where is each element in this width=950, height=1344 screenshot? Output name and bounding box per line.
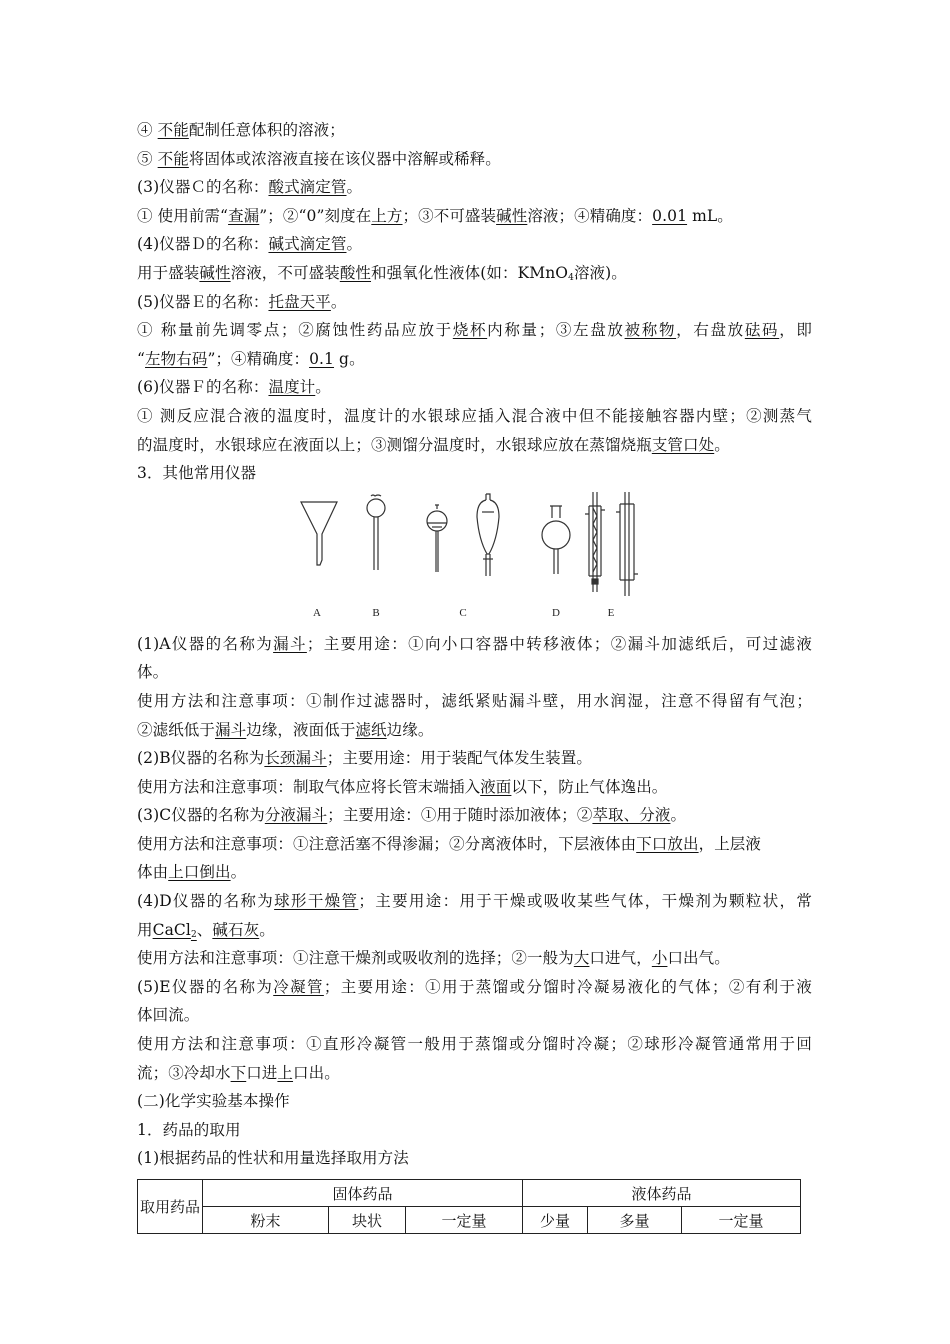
text-line [137, 259, 812, 288]
text-span: 使用方法和注意事项：①注意干燥剂或吸收剂的选择；②一般为 [137, 949, 574, 968]
text-line [137, 402, 812, 431]
text-line [137, 1030, 812, 1059]
table-cell: 粉末 [203, 1207, 329, 1234]
text-span: 1．药品的取用 [137, 1120, 241, 1139]
text-span: 。 [346, 178, 363, 197]
answer-text: 漏斗 [273, 634, 307, 653]
text-span: 使用方法和注意事项：①注意活塞不得渗漏；②分离液体时，下层液体由 [137, 834, 637, 853]
text-span: (1)根据药品的性状和用量选择取用方法 [137, 1149, 409, 1168]
text-line [137, 916, 812, 945]
text-line [137, 431, 812, 460]
text-span: ；主要用途：用于干燥或吸收某些气体，干燥剂为颗粒状，常 [358, 892, 813, 911]
text-span: 流；③冷却水 [137, 1063, 231, 1082]
answer-text: 漏斗 [215, 720, 247, 739]
text-line [137, 202, 812, 231]
text-span: (4)仪器Ｄ的名称： [137, 235, 269, 254]
label-c: C [459, 606, 467, 619]
text-span: ，上层液 [698, 834, 762, 853]
text-span: 的温度时，水银球应在液面以上；③测馏分温度时，水银球应放在蒸馏烧瓶 [137, 435, 652, 454]
text-line [137, 830, 812, 859]
text-span: 使用方法和注意事项：制取气体应将长管末端插入 [137, 777, 481, 796]
answer-text: 小 [651, 949, 668, 968]
text-line [137, 373, 812, 402]
table-header-solid: 固体药品 [203, 1180, 523, 1207]
text-span: ；主要用途：①用于随时添加液体；② [327, 806, 593, 825]
text-line [137, 658, 812, 687]
text-span: 4 [568, 272, 574, 283]
answer-text: 碱性 [496, 206, 528, 225]
text-span: 边缘。 [386, 720, 434, 739]
text-span: 口进气， [589, 949, 652, 968]
answer-text: 温度计 [268, 378, 316, 397]
table-header-liquid: 液体药品 [523, 1180, 801, 1207]
text-line [137, 687, 812, 716]
text-span: ⑤ [137, 149, 158, 168]
text-span: ，即 [779, 321, 812, 340]
text-line [137, 744, 812, 773]
text-span: 口出气。 [667, 949, 730, 968]
text-line [137, 773, 812, 802]
answer-text: 2 [190, 929, 197, 940]
answer-text: 支管口处 [651, 435, 715, 454]
label-d: D [552, 606, 560, 619]
text-span: ”；②“0”刻度在 [259, 206, 372, 225]
answer-text: 球形干燥管 [274, 892, 359, 911]
text-line [137, 887, 812, 916]
text-span: (二)化学实验基本操作 [137, 1092, 290, 1111]
text-span: 。 [315, 378, 331, 397]
text-span: ① 使用前需“ [137, 206, 229, 225]
text-line [137, 459, 812, 488]
instrument-figure [137, 492, 812, 628]
text-span: 。 [330, 292, 347, 311]
answer-text: 左物右码 [145, 349, 208, 368]
document-page [137, 116, 812, 1234]
text-line [137, 973, 812, 1002]
answer-text: 碱石灰 [212, 920, 260, 939]
text-line [137, 173, 812, 202]
text-span: 使用方法和注意事项：①直形冷凝管一般用于蒸馏或分馏时冷凝；②球形冷凝管通常用于回 [137, 1035, 812, 1054]
text-span: (2)B仪器的名称为 [137, 749, 265, 768]
answer-text: 查漏 [228, 206, 260, 225]
table-cell: 块状 [329, 1207, 406, 1234]
text-span: 溶液，不可盛装 [230, 263, 340, 282]
answer-text: 烧杯 [452, 321, 488, 340]
text-span: 。 [259, 920, 275, 939]
text-span: 、 [196, 920, 213, 939]
text-span: ④ [137, 121, 158, 139]
text-line [137, 288, 812, 317]
answer-text: 0.01 [652, 206, 688, 225]
text-line [137, 116, 812, 145]
answer-text: 不能 [157, 121, 189, 139]
long-neck-funnel-icon [367, 495, 385, 570]
text-line [137, 316, 812, 345]
answer-text: 上方 [371, 206, 403, 225]
table-row-header: 取用药品 [138, 1180, 203, 1234]
answer-text: 被称物 [624, 321, 677, 340]
text-span: ”；④精确度： [207, 349, 310, 368]
text-span: 体回流。 [137, 1006, 200, 1025]
text-span: 用 [137, 920, 153, 939]
text-span: 。 [714, 435, 730, 454]
text-line [137, 1059, 812, 1088]
text-span: 。 [230, 863, 247, 882]
answer-text: 下口放出 [636, 834, 699, 853]
text-block-upper [137, 116, 812, 488]
text-span: 口进 [246, 1063, 278, 1082]
text-span: 边缘，液面低于 [246, 720, 356, 739]
answer-text: 冷凝管 [273, 977, 324, 996]
text-span: ；主要用途：①用于蒸馏或分馏时冷凝易液化的气体；②有利于液 [323, 977, 812, 996]
separatory-funnel-pear-icon [477, 494, 499, 576]
text-span: (3)仪器Ｃ的名称： [137, 178, 269, 197]
text-line [137, 944, 812, 973]
text-line [137, 345, 812, 374]
straight-condenser-icon [616, 492, 638, 596]
text-line [137, 1001, 812, 1030]
text-span: (3)C仪器的名称为 [137, 806, 265, 825]
table-cell: 少量 [523, 1207, 588, 1234]
answer-text: 分液漏斗 [264, 806, 328, 825]
text-line [137, 230, 812, 259]
text-span: (1)A仪器的名称为 [137, 634, 274, 653]
text-span: 。 [346, 235, 363, 254]
text-span: 。 [670, 806, 687, 825]
text-span: “ [137, 349, 146, 368]
text-span: (5)仪器Ｅ的名称： [137, 292, 269, 311]
text-span: 溶液)。 [573, 263, 627, 282]
text-line [137, 801, 812, 830]
answer-text: CaCl [152, 920, 191, 939]
text-span: 用于盛装 [137, 263, 200, 282]
text-span: 使用方法和注意事项：①制作过滤器时，滤纸紧贴漏斗壁，用水润湿，注意不得留有气泡； [137, 691, 812, 710]
bulb-condenser-icon [585, 492, 605, 592]
answer-text: 碱式滴定管 [268, 235, 347, 254]
text-span: g。 [334, 349, 365, 368]
funnel-icon [301, 502, 337, 565]
text-line [137, 630, 812, 659]
text-span: (5)E仪器的名称为 [137, 977, 274, 996]
text-span: 体。 [137, 663, 169, 682]
text-span: 将固体或浓溶液直接在该仪器中溶解或稀释。 [188, 149, 501, 168]
answer-text: 下 [230, 1063, 247, 1082]
table-cell: 一定量 [682, 1207, 801, 1234]
answer-text: 酸式滴定管 [268, 178, 347, 197]
drying-tube-icon [542, 506, 570, 574]
answer-text: 碱性 [199, 263, 231, 282]
separatory-funnel-small-icon [427, 505, 447, 572]
text-block-lower [137, 630, 812, 1173]
answer-text: 长颈漏斗 [264, 749, 327, 768]
text-span: 3．其他常用仪器 [137, 464, 257, 483]
answer-text: 萃取、分液 [592, 806, 671, 825]
text-span: ；③不可盛装 [402, 206, 497, 225]
answer-text: 酸性 [339, 263, 372, 282]
text-line [137, 716, 812, 745]
label-e: E [607, 606, 615, 619]
text-span: ；主要用途：①向小口容器中转移液体；②漏斗加滤纸后，可过滤液 [306, 634, 812, 653]
text-span: 溶液；④精确度： [527, 206, 653, 225]
reagent-table [137, 1179, 801, 1234]
answer-text: 不能 [157, 149, 189, 168]
text-span: (4)D仪器的名称为 [137, 892, 275, 911]
text-span: ②滤纸低于 [137, 720, 216, 739]
answer-text: 砝码 [744, 321, 780, 340]
text-span: (6)仪器Ｆ的名称： [137, 378, 269, 397]
text-span: ① 测反应混合液的温度时，温度计的水银球应插入混合液中但不能接触容器内壁；②测蒸气 [137, 406, 812, 425]
answer-text: 滤纸 [355, 720, 387, 739]
answer-text: 上 [277, 1063, 294, 1082]
text-span: 以下，防止气体逸出。 [511, 777, 668, 796]
text-span: ；主要用途：用于装配气体发生装置。 [326, 749, 592, 768]
lab-instruments-illustration [287, 492, 677, 628]
label-a: A [313, 606, 321, 619]
table-cell: 多量 [588, 1207, 682, 1234]
answer-text: 上口倒出 [168, 863, 231, 882]
text-span: ，右盘放 [676, 321, 745, 340]
text-span: mL。 [687, 206, 733, 225]
text-span: 内称量；③左盘放 [487, 321, 625, 340]
text-span: 和强氧化性液体(如：KMnO [371, 263, 569, 282]
text-span: 体由 [137, 863, 169, 882]
text-line [137, 858, 812, 887]
text-line [137, 1144, 812, 1173]
text-line [137, 1087, 812, 1116]
label-b: B [372, 606, 380, 619]
text-line [137, 1116, 812, 1145]
text-line [137, 145, 812, 174]
answer-text: 液面 [480, 777, 512, 796]
text-span: 配制任意体积的溶液； [188, 121, 345, 139]
text-span: ① 称量前先调零点；②腐蚀性药品应放于 [137, 321, 453, 340]
answer-text: 大 [573, 949, 590, 968]
text-span: 口出。 [293, 1063, 340, 1082]
table-cell: 一定量 [406, 1207, 523, 1234]
answer-text: 托盘天平 [268, 292, 331, 311]
answer-text: 0.1 [309, 349, 335, 368]
